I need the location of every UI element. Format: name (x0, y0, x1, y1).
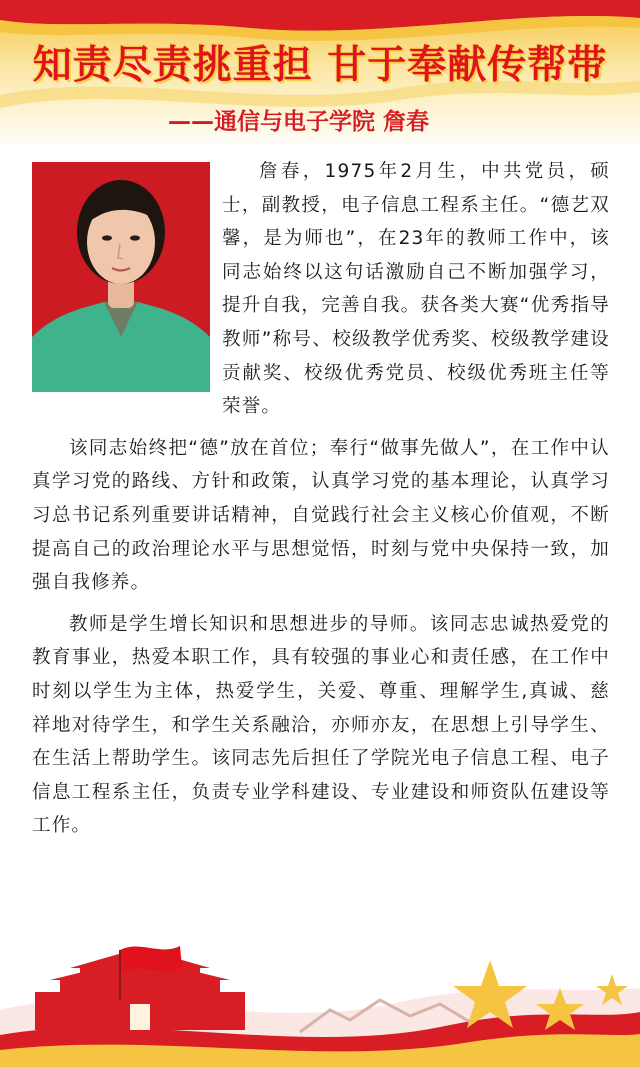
article-body (32, 155, 610, 851)
footer-decoration (0, 940, 640, 1067)
portrait-spacer (32, 155, 222, 425)
paragraph-2: 该同志始终把“德”放在首位；奉行“做事先做人”，在工作中认真学习党的路线、方针和政策，认真学习党的基本理论，认真学习习总书记系列重要讲话精神，自觉践行社会主义核心价值观，不断提高自己的政治理论水平与思想觉悟，时刻与党中央保持一致，加强自我修养。 (32, 437, 610, 594)
page-subtitle: ——通信与电子学院 詹春 (168, 109, 430, 135)
paragraph-1: 詹春，1975年2月生，中共党员，硕士，副教授，电子信息工程系主任。“德艺双馨，是为师也”，在23年的教师工作中，该同志始终以这句话激励自己不断加强学习，提升自我，完善自我。获各类大赛“优秀指导教师”称号、校级教学优秀奖、校级教学建设贡献奖、校级优秀党员、校级优秀班主任等荣誉。 (222, 161, 610, 418)
page-title: 知责尽责挑重担 甘于奉献传帮带 (32, 43, 608, 88)
paragraph-3: 教师是学生增长知识和思想进步的导师。该同志忠诚热爱党的教育事业，热爱本职工作，具有较强的事业心和责任感，在工作中时刻以学生为主体，热爱学生，关爱、尊重、理解学生,真诚、慈祥地对待学生，和学生关系融洽，亦师亦友，在思想上引导学生、在生活上帮助学生。该同志先后担任了学院光电子信息工程、电子信息工程系主任，负责专业学科建设、专业建设和师资队伍建设等工作。 (32, 613, 610, 837)
